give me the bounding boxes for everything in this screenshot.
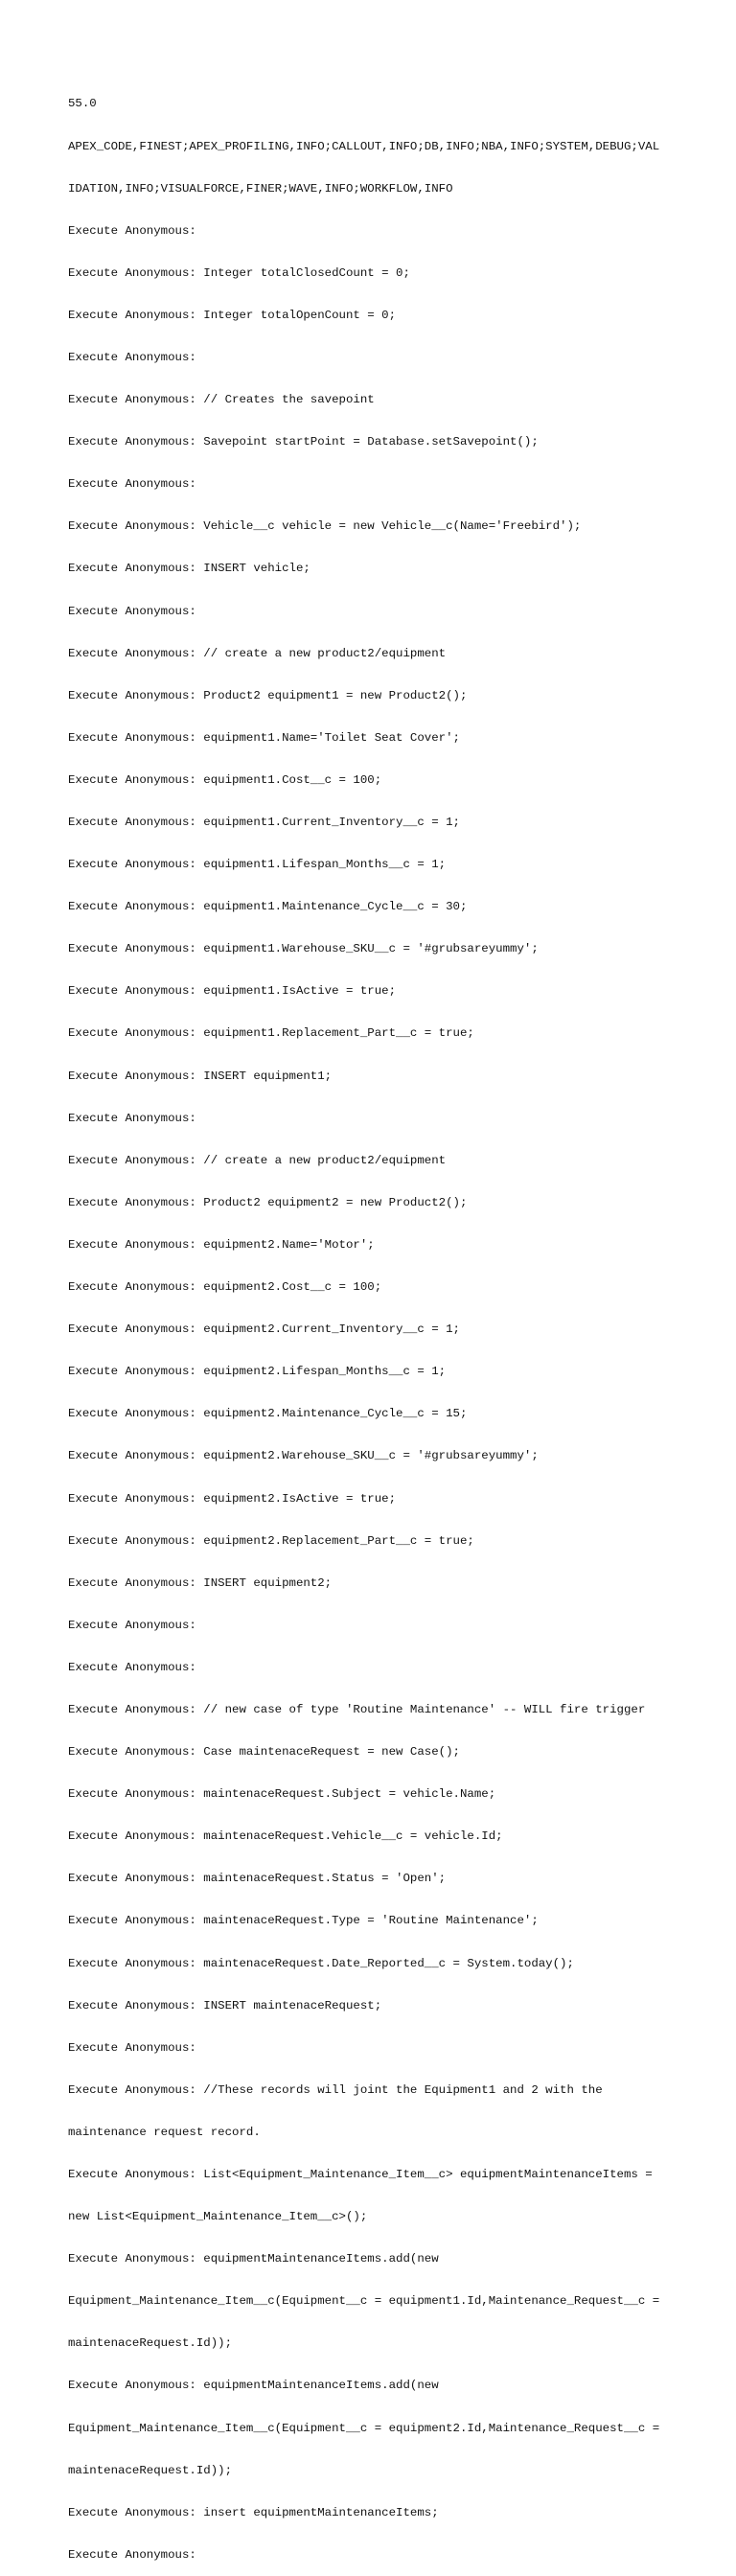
log-line: Execute Anonymous: INSERT maintenaceRequest; xyxy=(68,1998,382,2012)
log-levels-line-continued: IDATION,INFO;VISUALFORCE,FINER;WAVE,INFO;WORKFLOW,INFO xyxy=(68,181,453,196)
log-line: Execute Anonymous: Savepoint startPoint = Database.setSavepoint(); xyxy=(68,435,539,449)
log-line: Execute Anonymous: equipment2.Cost__c = 100; xyxy=(68,1280,382,1295)
log-line-continued: Equipment_Maintenance_Item__c(Equipment__c = equipment2.Id,Maintenance_Request__c = xyxy=(68,2421,660,2435)
log-line: Execute Anonymous: maintenaceRequest.Vehicle__c = vehicle.Id; xyxy=(68,1829,503,1844)
log-line: Execute Anonymous: equipment1.Warehouse_SKU__c = '#grubsareyummy'; xyxy=(68,942,539,956)
log-line: Execute Anonymous: INSERT equipment1; xyxy=(68,1069,333,1083)
log-line-continued: Equipment_Maintenance_Item__c(Equipment__c = equipment1.Id,Maintenance_Request__c = xyxy=(68,2294,660,2309)
log-line-continued: new List<Equipment_Maintenance_Item__c>(); xyxy=(68,2210,368,2224)
log-line: Execute Anonymous: Integer totalOpenCount = 0; xyxy=(68,308,397,322)
log-line: Execute Anonymous: equipment1.Cost__c = 100; xyxy=(68,772,382,787)
log-line: Execute Anonymous: Integer totalClosedCount = 0; xyxy=(68,265,410,280)
log-line: Execute Anonymous: maintenaceRequest.Subject = vehicle.Name; xyxy=(68,1787,496,1802)
log-line: Execute Anonymous: xyxy=(68,477,196,492)
debug-log-document xyxy=(68,69,681,2576)
log-line: Execute Anonymous: insert equipmentMaintenanceItems; xyxy=(68,2505,439,2519)
log-line: Execute Anonymous: // create a new product2/equipment xyxy=(68,646,447,660)
log-line: Execute Anonymous: equipmentMaintenanceItems.add(new xyxy=(68,2252,439,2266)
log-line: Execute Anonymous: xyxy=(68,1618,196,1632)
log-line: Execute Anonymous: Product2 equipment1 = new Product2(); xyxy=(68,688,468,702)
log-line-continued: maintenaceRequest.Id)); xyxy=(68,2336,233,2351)
log-line: Execute Anonymous: Vehicle__c vehicle = new Vehicle__c(Name='Freebird'); xyxy=(68,519,582,534)
log-line: Execute Anonymous: equipment2.Replacement_Part__c = true; xyxy=(68,1533,474,1548)
api-version-line: 55.0 xyxy=(68,97,97,111)
log-line: Execute Anonymous: Product2 equipment2 = new Product2(); xyxy=(68,1195,468,1209)
log-line: Execute Anonymous: INSERT vehicle; xyxy=(68,562,310,576)
log-line: Execute Anonymous: xyxy=(68,350,196,364)
log-line: Execute Anonymous: INSERT equipment2; xyxy=(68,1576,333,1590)
log-line: Execute Anonymous: equipment2.IsActive = true; xyxy=(68,1491,397,1506)
log-levels-line: APEX_CODE,FINEST;APEX_PROFILING,INFO;CALLOUT,INFO;DB,INFO;NBA,INFO;SYSTEM,DEBUG;VAL xyxy=(68,139,660,153)
log-line: Execute Anonymous: equipment1.Lifespan_Months__c = 1; xyxy=(68,858,447,872)
log-line: Execute Anonymous: equipment2.Current_Inventory__c = 1; xyxy=(68,1322,460,1337)
log-line: Execute Anonymous: equipment2.Lifespan_Months__c = 1; xyxy=(68,1365,447,1379)
log-line: Execute Anonymous: //These records will joint the Equipment1 and 2 with the xyxy=(68,2082,603,2097)
log-line: Execute Anonymous: equipment1.Name='Toilet Seat Cover'; xyxy=(68,730,460,745)
log-line: Execute Anonymous: equipment2.Maintenance_Cycle__c = 15; xyxy=(68,1407,468,1421)
log-line: Execute Anonymous: xyxy=(68,2040,196,2055)
log-line: Execute Anonymous: equipment2.Warehouse_SKU__c = '#grubsareyummy'; xyxy=(68,1449,539,1463)
log-line: Execute Anonymous: // new case of type 'Routine Maintenance' -- WILL fire trigger xyxy=(68,1702,646,1716)
log-line: Execute Anonymous: maintenaceRequest.Status = 'Open'; xyxy=(68,1872,447,1886)
log-line: Execute Anonymous: List<Equipment_Maintenance_Item__c> equipmentMaintenanceItems = xyxy=(68,2168,653,2181)
log-line: Execute Anonymous: equipment2.Name='Motor'; xyxy=(68,1237,375,1252)
log-line: Execute Anonymous: equipment1.Current_Inventory__c = 1; xyxy=(68,816,460,829)
log-line: Execute Anonymous: // Creates the savepoint xyxy=(68,393,375,407)
log-line: Execute Anonymous: xyxy=(68,1660,196,1674)
log-line: Execute Anonymous: xyxy=(68,223,196,238)
log-line: Execute Anonymous: maintenaceRequest.Type = 'Routine Maintenance'; xyxy=(68,1914,539,1928)
log-line: Execute Anonymous: equipmentMaintenanceItems.add(new xyxy=(68,2379,439,2393)
log-line: Execute Anonymous: // create a new product2/equipment xyxy=(68,1153,447,1167)
log-line-continued: maintenance request record. xyxy=(68,2125,261,2139)
log-line: Execute Anonymous: equipment1.Replacement_Part__c = true; xyxy=(68,1026,474,1041)
log-line: Execute Anonymous: maintenaceRequest.Date_Reported__c = System.today(); xyxy=(68,1956,574,1970)
log-line: Execute Anonymous: xyxy=(68,604,196,618)
log-line: Execute Anonymous: equipment1.IsActive = true; xyxy=(68,984,397,999)
log-line: Execute Anonymous: equipment1.Maintenance_Cycle__c = 30; xyxy=(68,900,468,914)
log-line: Execute Anonymous: Case maintenaceRequest = new Case(); xyxy=(68,1745,460,1760)
log-line: Execute Anonymous: xyxy=(68,1111,196,1125)
log-line-continued: maintenaceRequest.Id)); xyxy=(68,2463,233,2477)
log-line: Execute Anonymous: xyxy=(68,2547,196,2562)
